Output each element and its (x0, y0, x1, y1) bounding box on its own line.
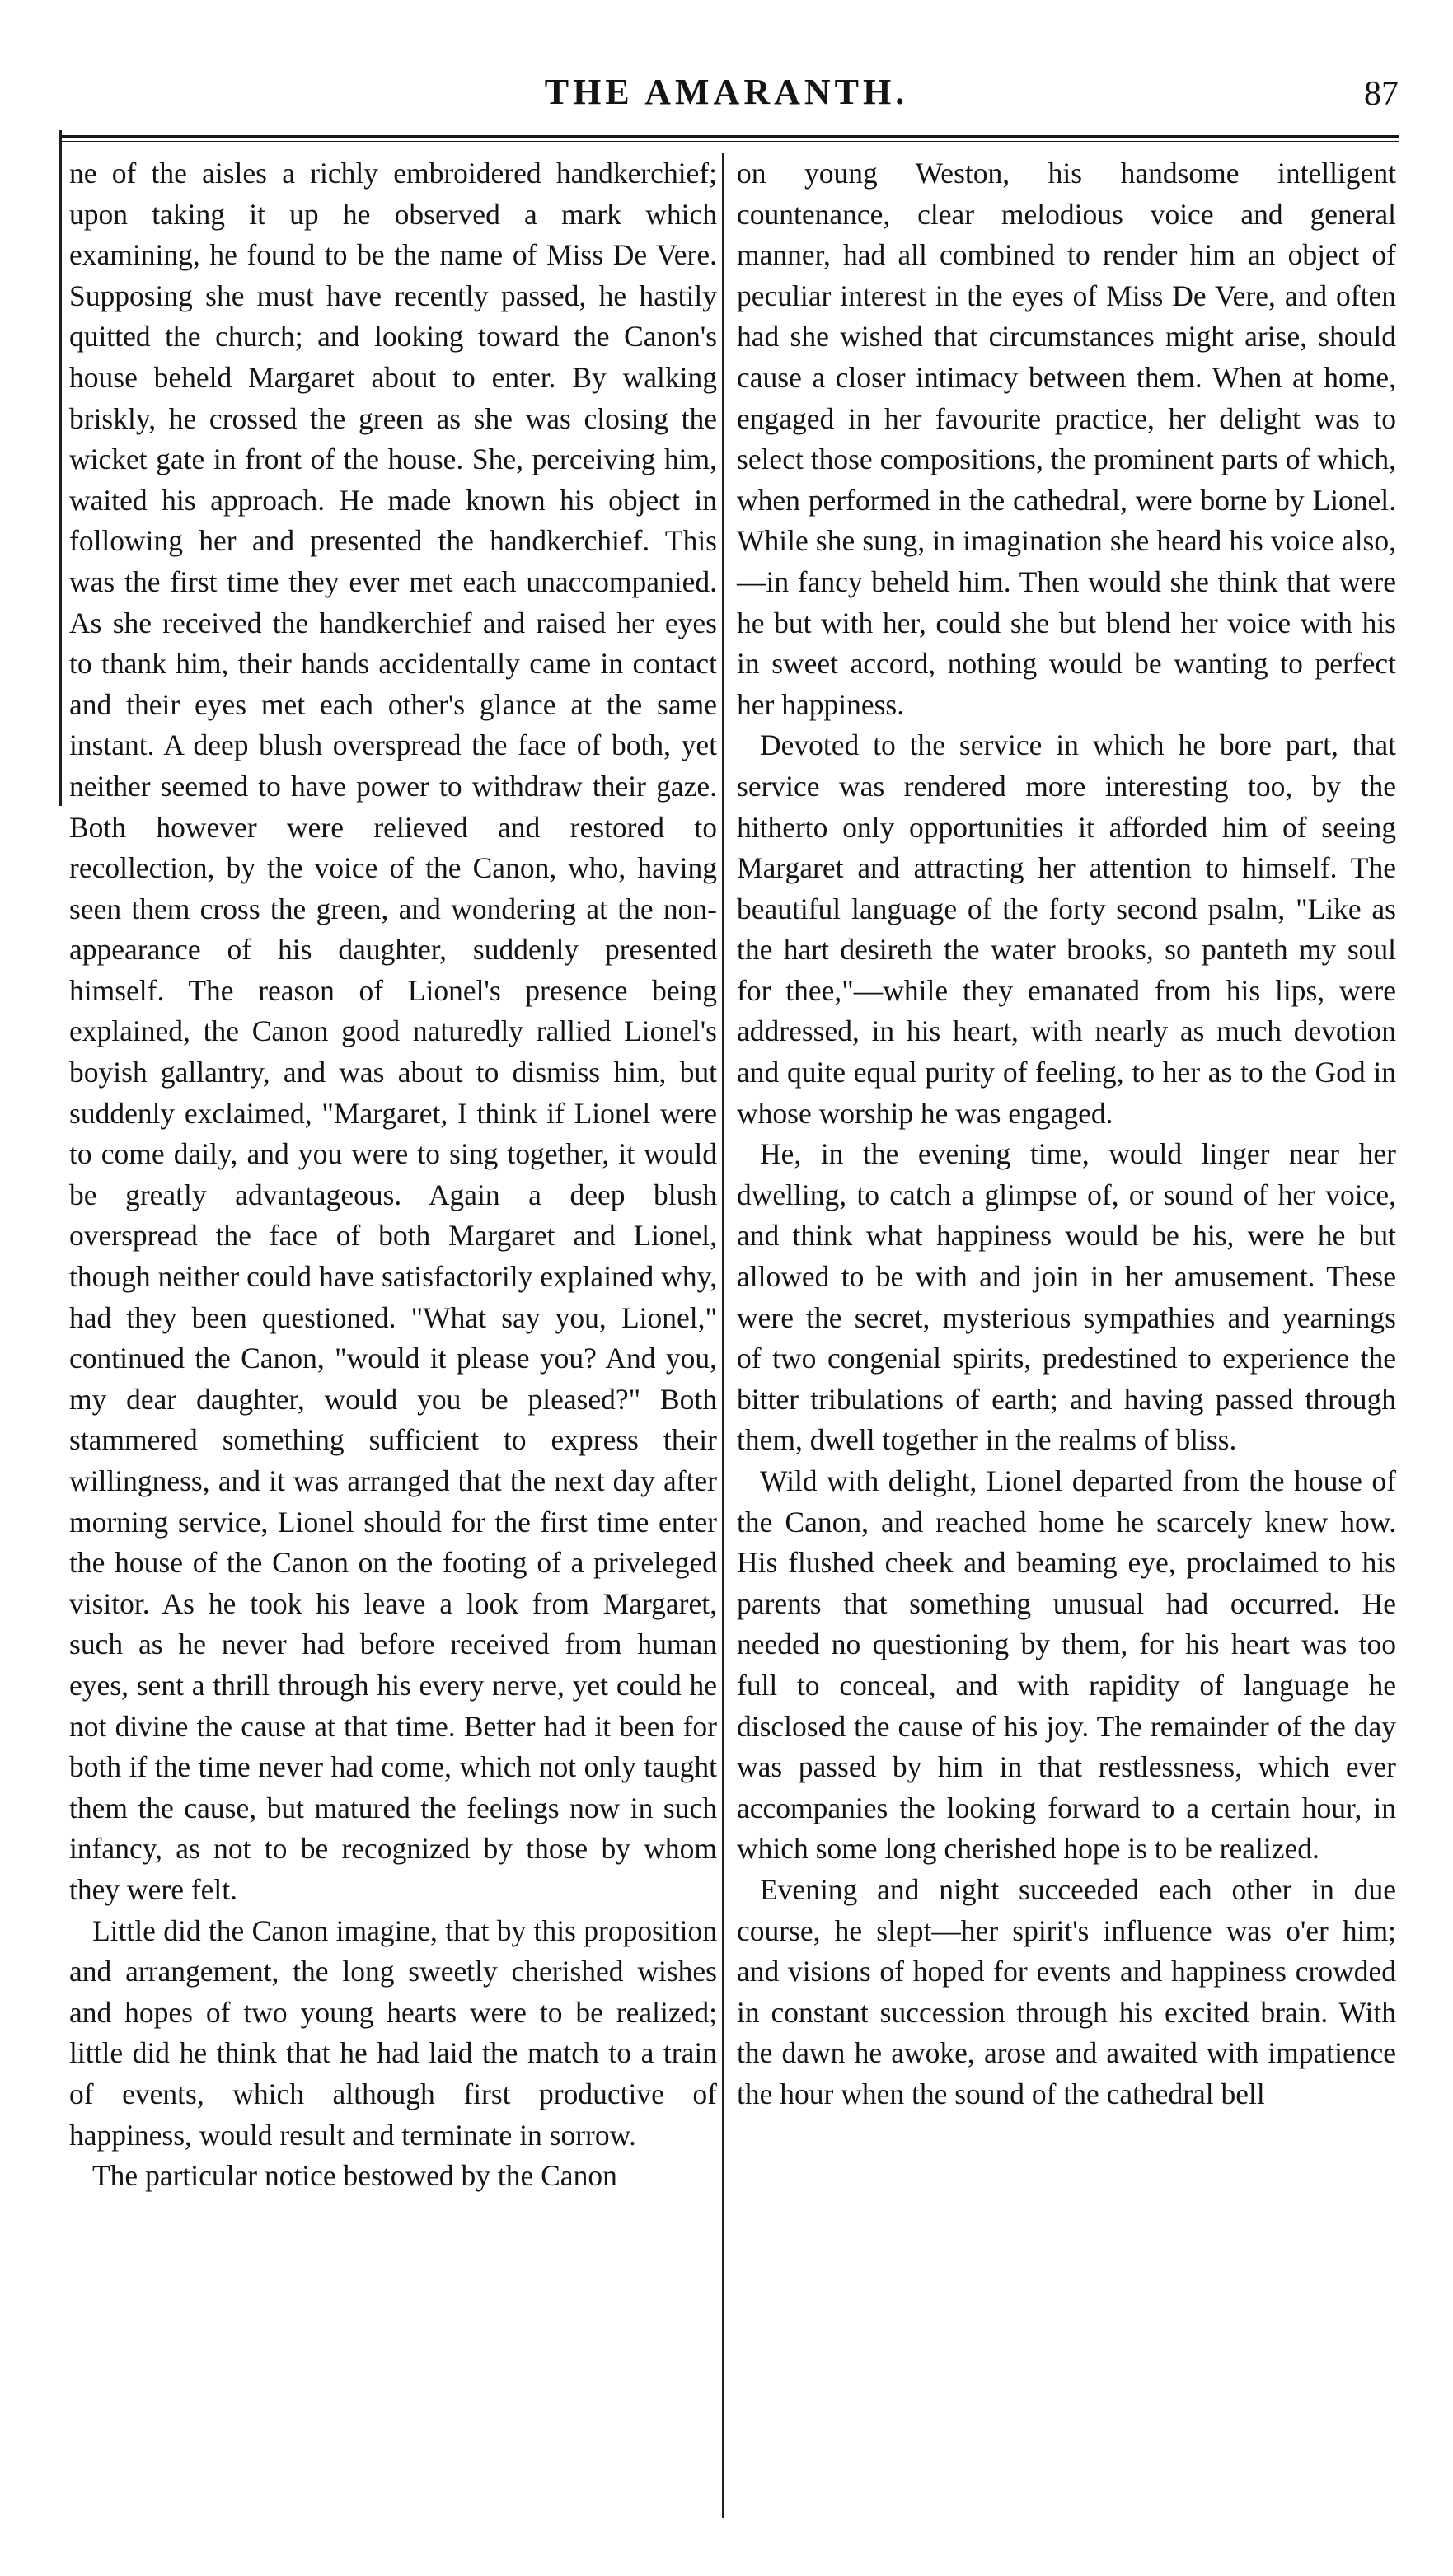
paragraph: Evening and night succeeded each other in due course, he slept—her spirit's influence was o'er him; and visions of hoped for events and happiness crowded in constant succession through his excited brain. With the dawn he awoke, arose and awaited with impatience the hour when the sound of the cathedral bell (737, 1872, 1396, 2110)
page-edge-line (59, 130, 62, 806)
right-column (737, 153, 1396, 2115)
running-title: THE AMARANTH. (544, 72, 909, 112)
paragraph: The particular notice bestowed by the Canon (92, 2159, 617, 2193)
paragraph: Devoted to the service in which he bore part, that service was rendered more interesting too, by the hitherto only opportunities it afforded him of seeing Margaret and attracting her attention to himself. The beautiful language of the forty second psalm, "Like as the hart desireth the water brooks, so panteth my soul for thee,"—while they emanated from his lips, were addressed, in his heart, with nearly as much devotion and quite equal purity of feeling, to her as to the God in whose worship he was engaged. (737, 728, 1396, 1130)
header-rule-thin (59, 141, 1399, 142)
paragraph: Little did the Canon imagine, that by this proposition and arrangement, the long sweetly cherished wishes and hopes of two young hearts were to be realized; little did he think that he had laid the match to a train of events, which although first productive of happiness, would result and terminate in sorrow. (69, 1913, 717, 2152)
paragraph: ne of the aisles a richly embroidered handkerchief; upon taking it up he observed a mark which examining, he found to be the name of Miss De Vere. Supposing she must have recently passed, he hastily quitted the church; and looking toward the Canon's house beheld Margaret about to enter. By walking briskly, he crossed the green as she was closing the wicket gate in front of the house. She, perceiving him, waited his approach. He made known his object in following her and presented the handkerchief. This was the first time they ever met each unaccompanied. As she received the handkerchief and raised her eyes to thank him, their hands accidentally came in contact and their eyes met each other's glance at the same instant. A deep blush overspread the face of both, yet neither seemed to have power to withdraw their gaze. Both however were relieved and restored to recollection, by the voice of the Canon, who, having seen them cross the green, and wondering at the non-appearance of his daughter, suddenly presented himself. The reason of Lionel's presence being explained, the Canon good naturedly rallied Lionel's boyish gallantry, and was about to dismiss him, but suddenly exclaimed, "Margaret, I think if Lionel were to come daily, and you were to sing together, it would be greatly advantageous. Again a deep blush overspread the face of both Margaret and Lionel, though neither could have satisfactorily explained why, had they been questioned. "What say you, Lionel," continued the Canon, "would it please you? And you, my dear daughter, would you be pleased?" Both stammered something sufficient to express their willingness, and it was arranged that the next day after morning service, Lionel should for the first time enter the house of the Canon on the footing of a priveleged visitor. As he took his leave a look from Margaret, such as he never had before received from human eyes, sent a thrill through his every nerve, yet could he not divine the cause at that time. Better had it been for both if the time never had come, which not only taught them the cause, but matured the feelings now in such infancy, as not to be recognized by those by whom they were felt. (69, 157, 717, 1906)
left-column (69, 153, 717, 2197)
paragraph: on young Weston, his handsome intelligent countenance, clear melodious voice and general manner, had all combined to render him an object of peculiar interest in the eyes of Miss De Vere, and often had she wished that circumstances might arise, should cause a closer intimacy between them. When at home, engaged in her favourite practice, her delight was to select those compositions, the prominent parts of which, when performed in the cathedral, were borne by Lionel. While she sung, in imagination she heard his voice also,—in fancy beheld him. Then would she think that were he but with her, could she but blend her voice with his in sweet accord, nothing would be wanting to perfect her happiness. (737, 157, 1396, 721)
page-number: 87 (1364, 75, 1399, 113)
paragraph: He, in the evening time, would linger near her dwelling, to catch a glimpse of, or sound of her voice, and think what happiness would be his, were he but allowed to be with and join in her amusement. These were the secret, mysterious sympathies and yearnings of two congenial spirits, predestined to experience the bitter tribulations of earth; and having passed through them, dwell together in the realms of bliss. (737, 1137, 1396, 1457)
column-divider (722, 153, 724, 2518)
header-rule (59, 135, 1399, 138)
paragraph: Wild with delight, Lionel departed from the house of the Canon, and reached home he scarcely knew how. His flushed cheek and beaming eye, proclaimed to his parents that something unusual had occurred. He needed no questioning by them, for his heart was too full to conceal, and with rapidity of language he disclosed the cause of his joy. The remainder of the day was passed by him in that restlessness, which ever accompanies the looking forward to a certain hour, in which some long cherished hope is to be realized. (737, 1464, 1396, 1866)
